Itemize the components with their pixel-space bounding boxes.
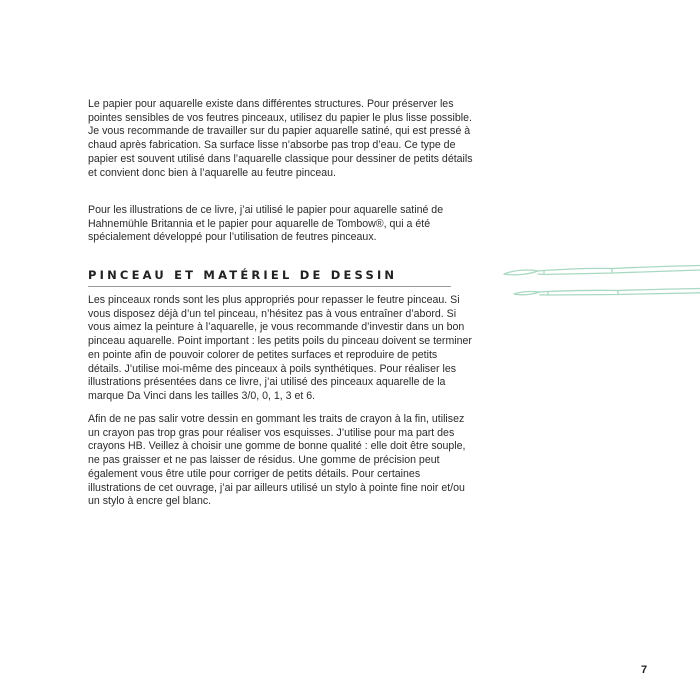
- heading-underline: [88, 286, 451, 287]
- paragraph-paper-brands: Pour les illustrations de ce livre, j’ai utilisé le papier pour aquarelle satiné de Hahnemühle Britannia et le papier pour aquarelle de Tombow®, qui a été spécialement développé pour l’utilisation de feutres pinceaux.: [88, 204, 444, 244]
- page-number: 7: [641, 664, 648, 676]
- section-heading: PINCEAU ET MATÉRIEL DE DESSIN: [88, 268, 398, 282]
- paragraph-drawing-materials: Afin de ne pas salir votre dessin en gommant les traits de crayon à la fin, utilisez un crayon pas trop gras pour réaliser vos esquisses. J’utilise pour ma part des crayons HB. Veillez à choisir une gomme de bonne qualité : elle doit être souple, ne pas graisser et ne pas laisser de résidus. Une gomme de précision peut également vous être utile pour corriger de petits détails. Pour certaines illustrations de cet ouvrage, j’ai par ailleurs utilisé un stylo à pointe fine noir et/ou un stylo à encre gel blanc.: [88, 413, 466, 508]
- paragraph-watercolor-paper: Le papier pour aquarelle existe dans différentes structures. Pour préserver les pointes sensibles de vos feutres pinceaux, utilisez du papier le plus lisse possible. Je vous recommande de travailler sur du papier aquarelle satiné, qui est pressé à chaud après fabrication. Sa surface lisse n’absorbe pas trop d’eau. Ce type de papier est souvent utilisé dans l’aquarelle classique pour dessiner de petits détails et convient donc bien à l’aquarelle au feutre pinceau.: [88, 98, 473, 179]
- paragraph-brushes: Les pinceaux ronds sont les plus appropriés pour repasser le feutre pinceau. Si vous disposez déjà d’un tel pinceau, n’hésitez pas à vous entraîner d’abord. Si vous aimez la peinture à l’aquarelle, je vous recommande d’investir dans un bon pinceau aquarelle. Point important : les petits poils du pinceau doivent se terminer en pointe afin de pouvoir colorer de petites surfaces et reproduire de petits détails. J’utilise moi-même des pinceaux à poils synthétiques. Pour réaliser les illustrations présentées dans ce livre, j’ai utilisé des pinceaux aquarelle de la marque Da Vinci dans les tailles 3/0, 0, 1, 3 et 6.: [88, 294, 472, 402]
- paintbrushes-icon: [494, 262, 700, 304]
